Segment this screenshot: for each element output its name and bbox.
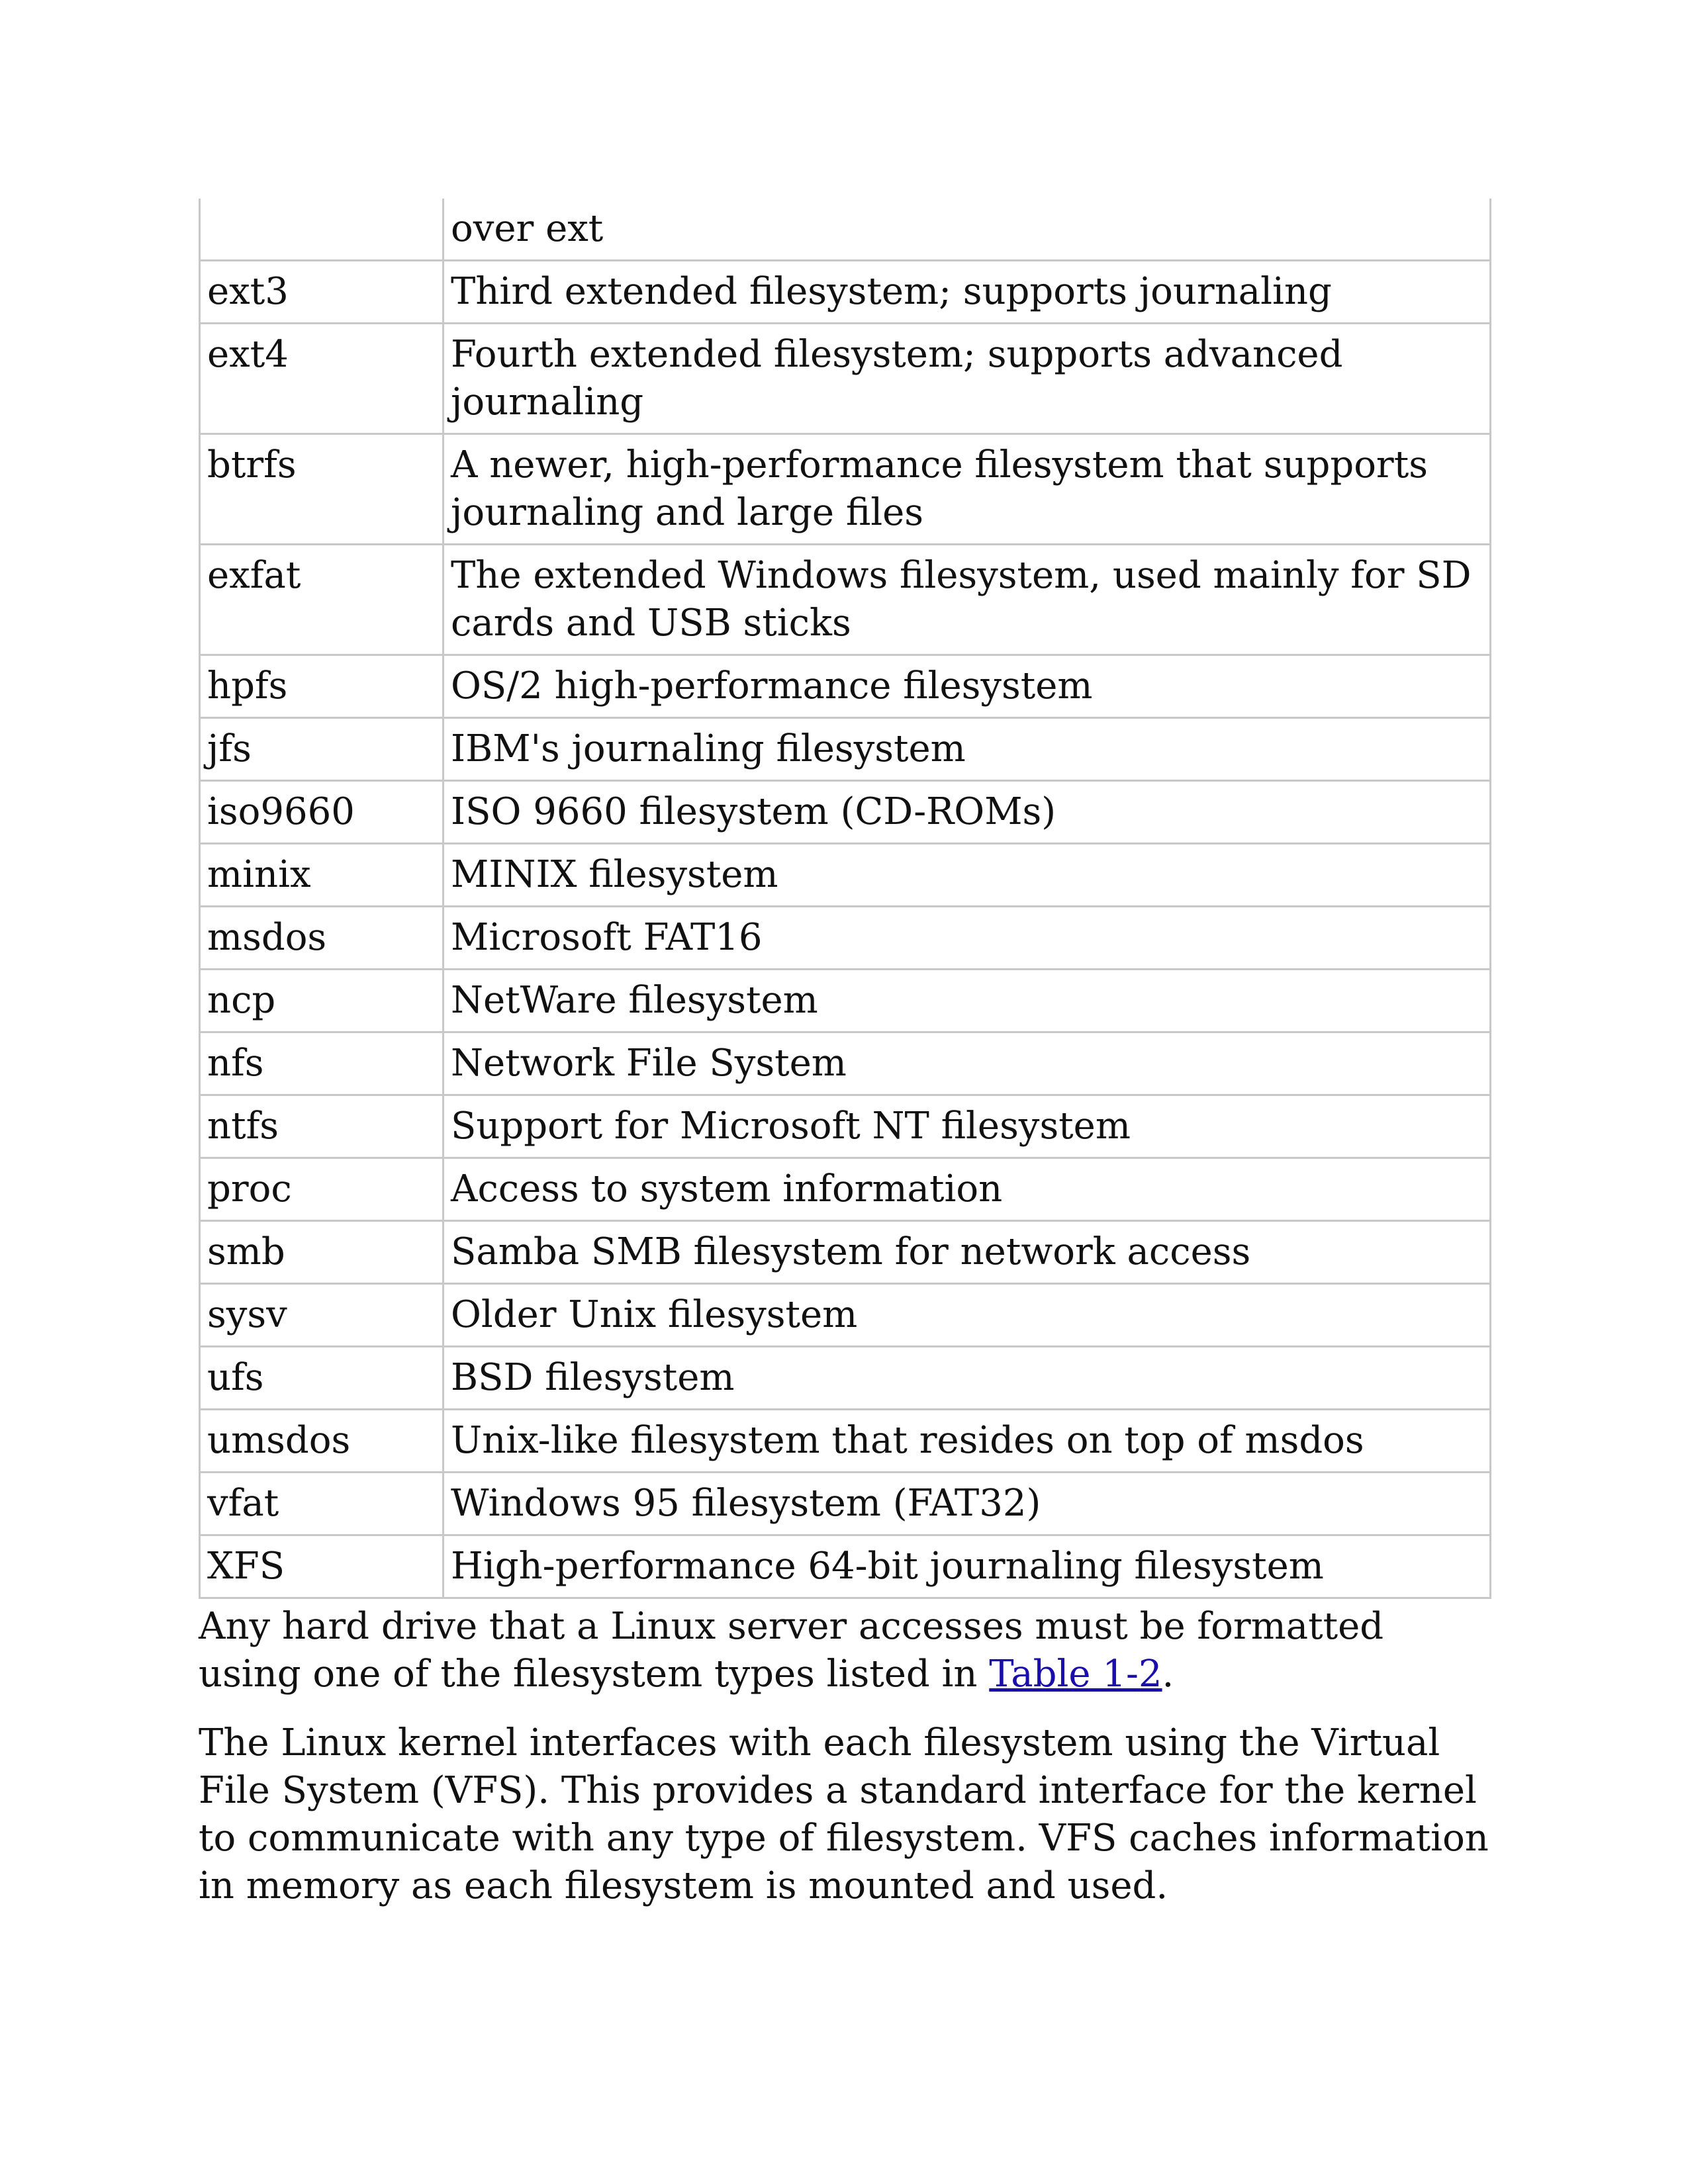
filesystem-name-cell: iso9660	[200, 781, 444, 844]
filesystem-name-cell: ext4	[200, 324, 444, 434]
table-row	[200, 261, 1491, 324]
filesystem-description-cell: Fourth extended filesystem; supports advanced journaling	[444, 324, 1491, 434]
filesystem-description-cell: Samba SMB filesystem for network access	[444, 1221, 1491, 1284]
filesystem-name-cell: ext3	[200, 261, 444, 324]
table-row	[200, 1410, 1491, 1473]
filesystem-name-cell: vfat	[200, 1473, 444, 1535]
filesystem-description-cell: OS/2 high-performance filesystem	[444, 655, 1491, 718]
table-row	[200, 907, 1491, 970]
filesystem-description-cell: A newer, high-performance filesystem that supports journaling and large files	[444, 434, 1491, 545]
filesystem-description-cell: Windows 95 filesystem (FAT32)	[444, 1473, 1491, 1535]
filesystem-table	[199, 199, 1491, 1599]
filesystem-name-cell: proc	[200, 1158, 444, 1221]
filesystem-name-cell: hpfs	[200, 655, 444, 718]
filesystem-name-cell: sysv	[200, 1284, 444, 1347]
table-row	[200, 1284, 1491, 1347]
filesystem-description-cell: High-performance 64-bit journaling filesystem	[444, 1535, 1491, 1598]
formatting-paragraph-text: Any hard drive that a Linux server accesses must be formatted using one of the filesystem types listed in	[199, 1605, 1384, 1696]
filesystem-name-cell: ncp	[200, 970, 444, 1032]
vfs-paragraph: The Linux kernel interfaces with each filesystem using the Virtual File System (VFS). This provides a standard interface for the kernel to communicate with any type of filesystem. VFS caches information in memory as each filesystem is mounted and used.	[199, 1721, 1489, 1907]
filesystem-description-cell: over ext	[444, 199, 1491, 261]
filesystem-description-cell: The extended Windows filesystem, used mainly for SD cards and USB sticks	[444, 545, 1491, 655]
table-row	[200, 545, 1491, 655]
table-row	[200, 1221, 1491, 1284]
filesystem-description-cell: Network File System	[444, 1032, 1491, 1095]
filesystem-name-cell: jfs	[200, 718, 444, 781]
table-row	[200, 1032, 1491, 1095]
table-row	[200, 434, 1491, 545]
filesystem-description-cell: Microsoft FAT16	[444, 907, 1491, 970]
filesystem-description-cell: Older Unix filesystem	[444, 1284, 1491, 1347]
filesystem-description-cell: ISO 9660 filesystem (CD-ROMs)	[444, 781, 1491, 844]
filesystem-name-cell: minix	[200, 844, 444, 907]
table-row	[200, 970, 1491, 1032]
filesystem-name-cell: ntfs	[200, 1095, 444, 1158]
filesystem-name-cell: nfs	[200, 1032, 444, 1095]
filesystem-table-body	[200, 199, 1491, 1598]
filesystem-description-cell: BSD filesystem	[444, 1347, 1491, 1410]
filesystem-name-cell: ufs	[200, 1347, 444, 1410]
filesystem-name-cell: umsdos	[200, 1410, 444, 1473]
table-row	[200, 718, 1491, 781]
filesystem-description-cell: IBM's journaling filesystem	[444, 718, 1491, 781]
table-row	[200, 844, 1491, 907]
filesystem-description-cell: MINIX filesystem	[444, 844, 1491, 907]
formatting-paragraph	[199, 1603, 1489, 1698]
filesystem-name-cell	[200, 199, 444, 261]
table-row	[200, 199, 1491, 261]
filesystem-description-cell: NetWare filesystem	[444, 970, 1491, 1032]
filesystem-name-cell: btrfs	[200, 434, 444, 545]
filesystem-name-cell: XFS	[200, 1535, 444, 1598]
filesystem-description-cell: Unix-like filesystem that resides on top of msdos	[444, 1410, 1491, 1473]
filesystem-name-cell: exfat	[200, 545, 444, 655]
filesystem-name-cell: smb	[200, 1221, 444, 1284]
table-row	[200, 1347, 1491, 1410]
filesystem-name-cell: msdos	[200, 907, 444, 970]
table-row	[200, 1158, 1491, 1221]
table-reference-link[interactable]: Table 1-2	[989, 1653, 1162, 1696]
table-row	[200, 655, 1491, 718]
table-row	[200, 1473, 1491, 1535]
filesystem-description-cell: Support for Microsoft NT filesystem	[444, 1095, 1491, 1158]
table-row	[200, 1095, 1491, 1158]
formatting-paragraph-period: .	[1162, 1653, 1174, 1696]
filesystem-description-cell: Third extended filesystem; supports journaling	[444, 261, 1491, 324]
table-row	[200, 324, 1491, 434]
filesystem-description-cell: Access to system information	[444, 1158, 1491, 1221]
table-row	[200, 1535, 1491, 1598]
table-row	[200, 781, 1491, 844]
